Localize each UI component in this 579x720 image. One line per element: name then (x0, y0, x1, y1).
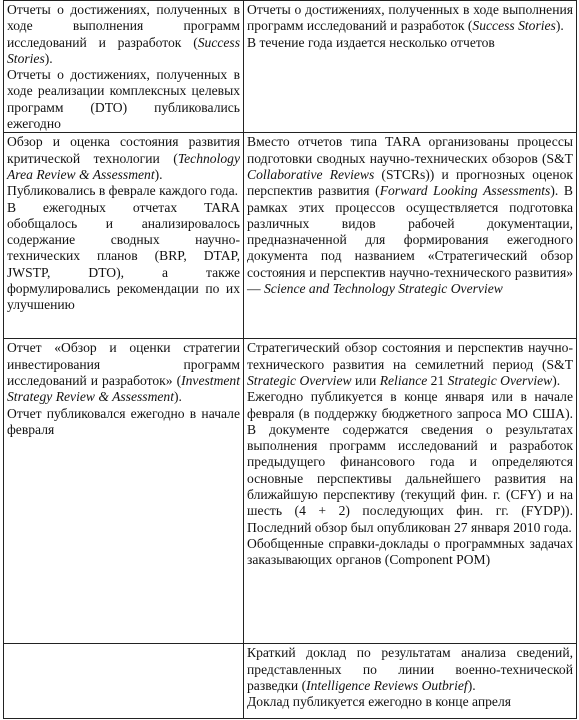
table-cell-old (4, 339, 244, 644)
text-run: Отчеты о достижениях, полученных в ходе выполнения программ исследований и разработок ( (7, 2, 240, 50)
table-row (4, 133, 577, 339)
text-run: ). В рамках этих процессов осуществляется подготовка различных видов рабочей документации, предназначенной для формирования ежегодного документа под названием «Стратегический обзор состояния и перспектив научно-технического развития» — (247, 183, 573, 297)
text-run: 21 (427, 372, 448, 388)
table-cell-new (244, 133, 577, 339)
italic-term: Reliance (379, 372, 428, 388)
cell-paragraph (7, 134, 240, 183)
cell-paragraph (7, 67, 240, 132)
text-run: (STCRs)) и прогнозных оценок перспектив развития ( (247, 166, 574, 199)
text-run: ). (154, 166, 163, 182)
text-run: Отчет публиковался ежегодно в начале февраля (7, 405, 240, 437)
table-cell-new (244, 1, 577, 133)
text-run: ). (467, 677, 476, 693)
cell-paragraph (7, 406, 240, 439)
text-run: Отчет «Обзор и оценки стратегии инвестирования программ исследований и разработок» ( (7, 340, 240, 388)
italic-term: Success Stories (7, 34, 240, 66)
text-run: Отчеты о достижениях, полученных в ходе реализации комплексных целевых программ (DTO) публиковались ежегодно (7, 67, 240, 132)
text-run: Доклад публикуется ежегодно в конце апреля (247, 694, 512, 710)
table-cell-old (4, 133, 244, 339)
table-row (4, 644, 577, 719)
italic-term: Strategic Overview (447, 372, 553, 388)
text-run: ). (174, 389, 182, 405)
table-cell-new (244, 339, 577, 644)
text-run: Краткий доклад по результатам анализа сведений, представленных по линии военно-технической разведки ( (247, 645, 573, 693)
table-cell-old (4, 1, 244, 133)
text-run: Обобщенные справки-доклады о программных задачах заказывающих органов (Component POM) (247, 535, 573, 568)
cell-paragraph (7, 200, 240, 314)
cell-paragraph (247, 694, 573, 710)
table-row (4, 1, 577, 133)
italic-term: Investment Strategy Review & Assessment (7, 372, 240, 405)
italic-term: Science and Technology Strategic Overview (264, 281, 503, 297)
table-cell-new (244, 644, 577, 719)
comparison-table (3, 0, 577, 719)
cell-paragraph (247, 645, 573, 694)
cell-paragraph (7, 340, 240, 405)
text-run: ). (552, 372, 561, 388)
cell-paragraph (7, 183, 240, 199)
cell-paragraph (7, 2, 240, 67)
table-row (4, 339, 577, 644)
cell-paragraph (247, 134, 573, 297)
text-run: ). (44, 50, 53, 66)
italic-term: Strategic Overview (247, 372, 352, 388)
cell-paragraph (247, 340, 573, 389)
italic-term: Collaborative Reviews (247, 166, 375, 182)
cell-paragraph (247, 536, 573, 569)
italic-term: Forward Looking Assessments (379, 183, 551, 199)
text-run: или (351, 372, 380, 388)
italic-term: Success Stories (472, 18, 556, 34)
text-run: В течение года издается несколько отчетов (247, 34, 495, 50)
text-run: Обзор и оценка состояния развития критической технологии ( (7, 134, 240, 166)
cell-paragraph (247, 35, 573, 51)
text-run: Стратегический обзор состояния и перспектив научно-технического развития на семилетний период (S&T (247, 340, 573, 372)
cell-paragraph (247, 2, 573, 35)
table-cell-old (4, 644, 244, 719)
text-run: Вместо отчетов типа TARA организованы процессы подготовки сводных научно-технических обзоров (S&T (247, 134, 573, 166)
text-run: В ежегодных отчетах TARA обобщалось и анализировалось содержание сводных научно-технических планов (BRP, DTAP, JWSTP, DTO), а также формулировались рекомендации по их улучшению (7, 199, 240, 313)
text-run: ). (555, 18, 564, 34)
italic-term: Intelligence Reviews Outbrief (306, 677, 468, 693)
italic-term: Technology Area Review & Assessment (7, 150, 240, 182)
text-run: Отчеты о достижениях, полученных в ходе выполнения программ исследований и разработок ( (247, 2, 573, 34)
text-run: Ежегодно публикуется в конце января или в начале февраля (в поддержку бюджетного запроса МО США). В документе содержатся сведения о результатах выполнения программ исследований и разработок предыдущего финансового года и определяются основные перспективы дальнейшего развития на ближайшую перспективу (текущий фин. г. (CFY) и на шесть (4 + 2) последующих фин. гг. (FYDP)). Последний обзор был опубликован 27 января 2010 года. (247, 389, 573, 535)
cell-paragraph (247, 389, 573, 536)
text-run: Публиковались в феврале каждого года. (7, 183, 239, 199)
